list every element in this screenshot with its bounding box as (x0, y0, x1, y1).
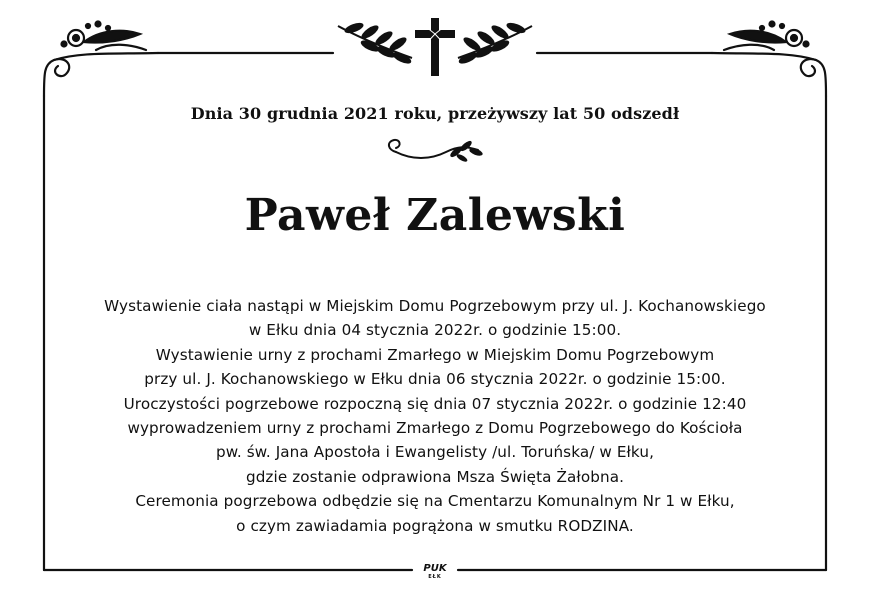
detail-line: Ceremonia pogrzebowa odbędzie się na Cmentarzu Komunalnym Nr 1 w Ełku, (135, 492, 735, 511)
detail-line: w Ełku dnia 04 stycznia 2022r. o godzinie 15:00. (248, 321, 622, 340)
detail-line: Wystawienie ciała nastąpi w Miejskim Domu Pogrzebowym przy ul. J. Kochanowskiego (104, 297, 766, 315)
detail-line: pw. św. Jana Apostoła i Ewangelisty /ul. Toruńska/ w Ełku, (215, 443, 655, 462)
detail-line: przy ul. J. Kochanowskiego w Ełku dnia 06 stycznia 2022r. o godzinie 15:00. (144, 370, 726, 389)
cross-with-laurel-icon (338, 18, 532, 76)
puk-elk-logo (414, 563, 456, 587)
detail-line: wyprowadzeniem urny z prochami Zmarłego z Domu Pogrzebowego do Kościoła (127, 419, 743, 438)
logo-main-text: PUK (423, 563, 447, 574)
detail-line: Uroczystości pogrzebowe rozpoczną się dnia 07 stycznia 2022r. o godzinie 12:40 (123, 394, 747, 413)
funeral-details (40, 294, 830, 538)
floral-swirl-icon-right (712, 22, 826, 97)
floral-swirl-icon-left (44, 22, 158, 97)
deceased-name: Paweł Zalewski (244, 190, 626, 241)
death-notice-intro: Dnia 30 grudnia 2021 roku, przeżywszy lat 50 odszedł (190, 104, 680, 123)
detail-line: o czym zawiadamia pogrążona w smutku RODZINA. (236, 516, 634, 535)
vine-divider-icon (389, 139, 484, 163)
detail-line: gdzie zostanie odprawiona Msza Święta Żałobna. (245, 467, 625, 486)
logo-sub-text: EŁK (428, 574, 442, 580)
detail-line: Wystawienie urny z prochami Zmarłego w Miejskim Domu Pogrzebowym (155, 345, 715, 364)
